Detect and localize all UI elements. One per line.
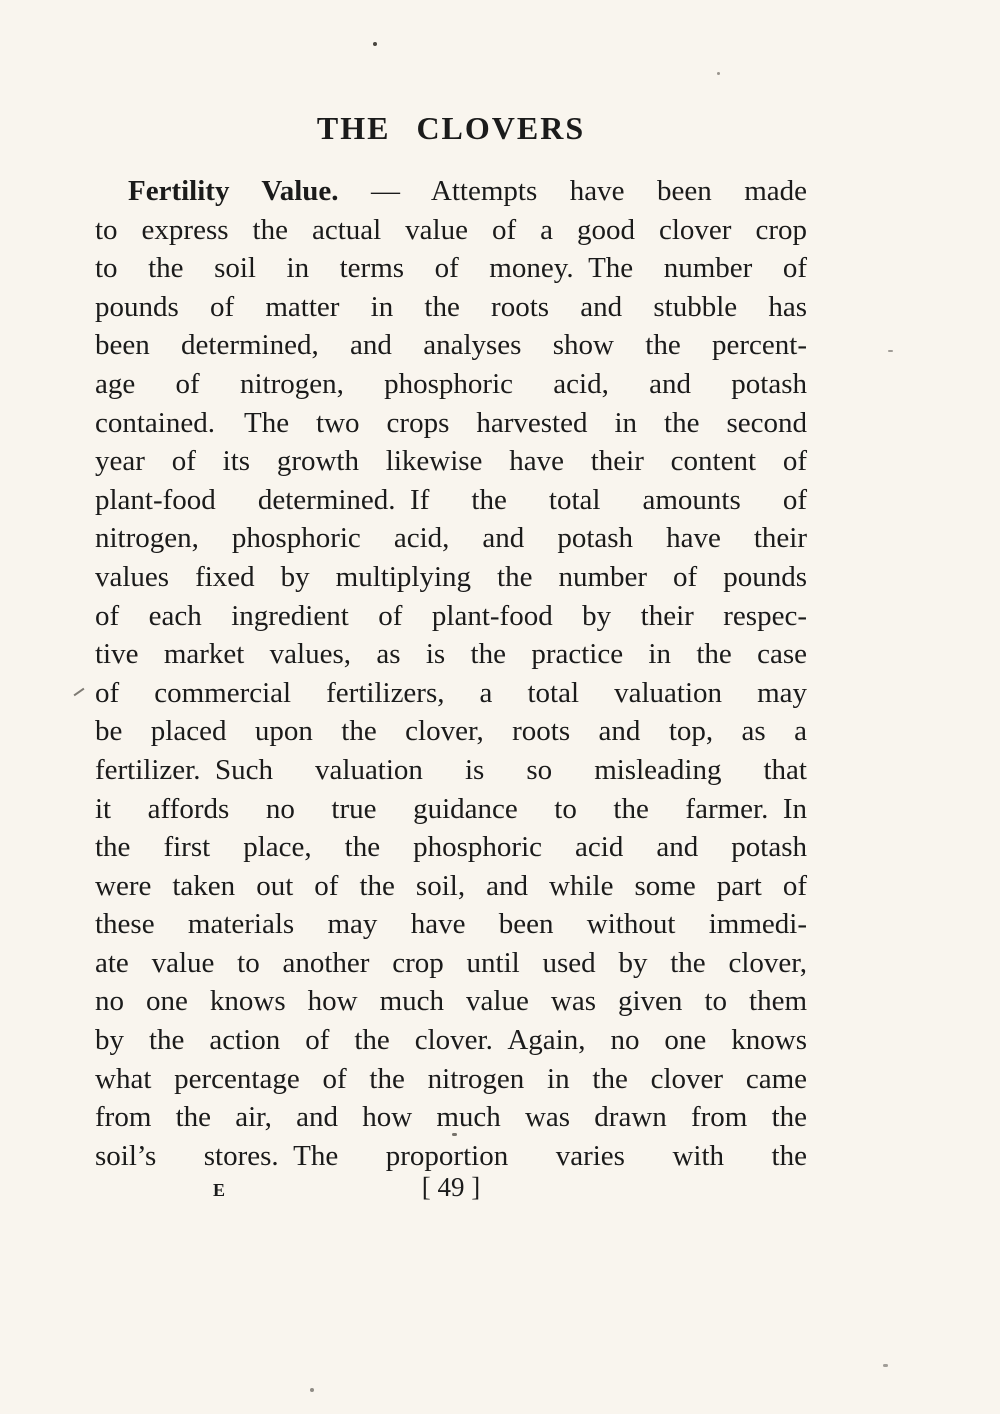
paragraph-line: from the air, and how much was drawn from the xyxy=(95,1101,807,1134)
paragraph-line: it affords no true guidance to the farmer. In xyxy=(95,792,807,825)
page-number: [ 49 ] xyxy=(421,1172,481,1202)
paragraph-line: contained. The two crops harvested in the second xyxy=(95,406,807,439)
scan-speck xyxy=(883,1364,888,1367)
scan-speck xyxy=(373,42,377,46)
paragraph-line: soil’s stores. The proportion varies with the xyxy=(95,1139,807,1172)
paragraph-line: values fixed by multiplying the number of pounds xyxy=(95,560,807,593)
paragraph-line: of commercial fertilizers, a total valuation may xyxy=(95,676,807,709)
paragraph-line: been determined, and analyses show the percent- xyxy=(95,329,807,362)
scan-speck xyxy=(717,72,720,75)
scan-speck xyxy=(310,1388,314,1392)
paragraph-line: by the action of the clover. Again, no one knows xyxy=(95,1024,807,1057)
paragraph-line: be placed upon the clover, roots and top, as a xyxy=(95,715,807,748)
paragraph-line: ate value to another crop until used by the clover, xyxy=(95,946,807,979)
scan-speck xyxy=(452,1133,457,1136)
scan-speck xyxy=(888,350,893,352)
paragraph-line: to the soil in terms of money. The number of xyxy=(95,252,807,285)
paragraph-line: plant-food determined. If the total amounts of xyxy=(95,483,807,516)
paragraph-line: these materials may have been without immedi- xyxy=(95,908,807,941)
paragraph-line: pounds of matter in the roots and stubble has xyxy=(95,290,807,323)
paragraph-line xyxy=(95,172,807,211)
paragraph-line: age of nitrogen, phosphoric acid, and potash xyxy=(95,367,807,400)
paragraph-line: tive market values, as is the practice in the case xyxy=(95,638,807,671)
paragraph-line: were taken out of the soil, and while some part of xyxy=(95,869,807,902)
paragraph-line: no one knows how much value was given to them xyxy=(95,985,807,1018)
paragraph-first-line-text: — Attempts have been made xyxy=(338,175,808,207)
paragraph-lead: Fertility Value. xyxy=(128,175,339,207)
page-title: THE CLOVERS xyxy=(316,110,586,146)
paragraph xyxy=(95,172,807,1175)
paragraph-line: year of its growth likewise have their content of xyxy=(95,445,807,478)
paragraph-line: to express the actual value of a good clover crop xyxy=(95,213,807,246)
paragraph-line: of each ingredient of plant-food by their respec- xyxy=(95,599,807,632)
paragraph-line: the first place, the phosphoric acid and potash xyxy=(95,831,807,864)
signature-mark: E xyxy=(213,1180,227,1200)
paragraph-line: what percentage of the nitrogen in the clover came xyxy=(95,1062,807,1095)
scan-speck xyxy=(74,688,85,697)
paragraph-line: fertilizer. Such valuation is so misleading that xyxy=(95,753,807,786)
page-footer xyxy=(95,1172,807,1206)
paragraph-line: nitrogen, phosphoric acid, and potash have their xyxy=(95,522,807,555)
